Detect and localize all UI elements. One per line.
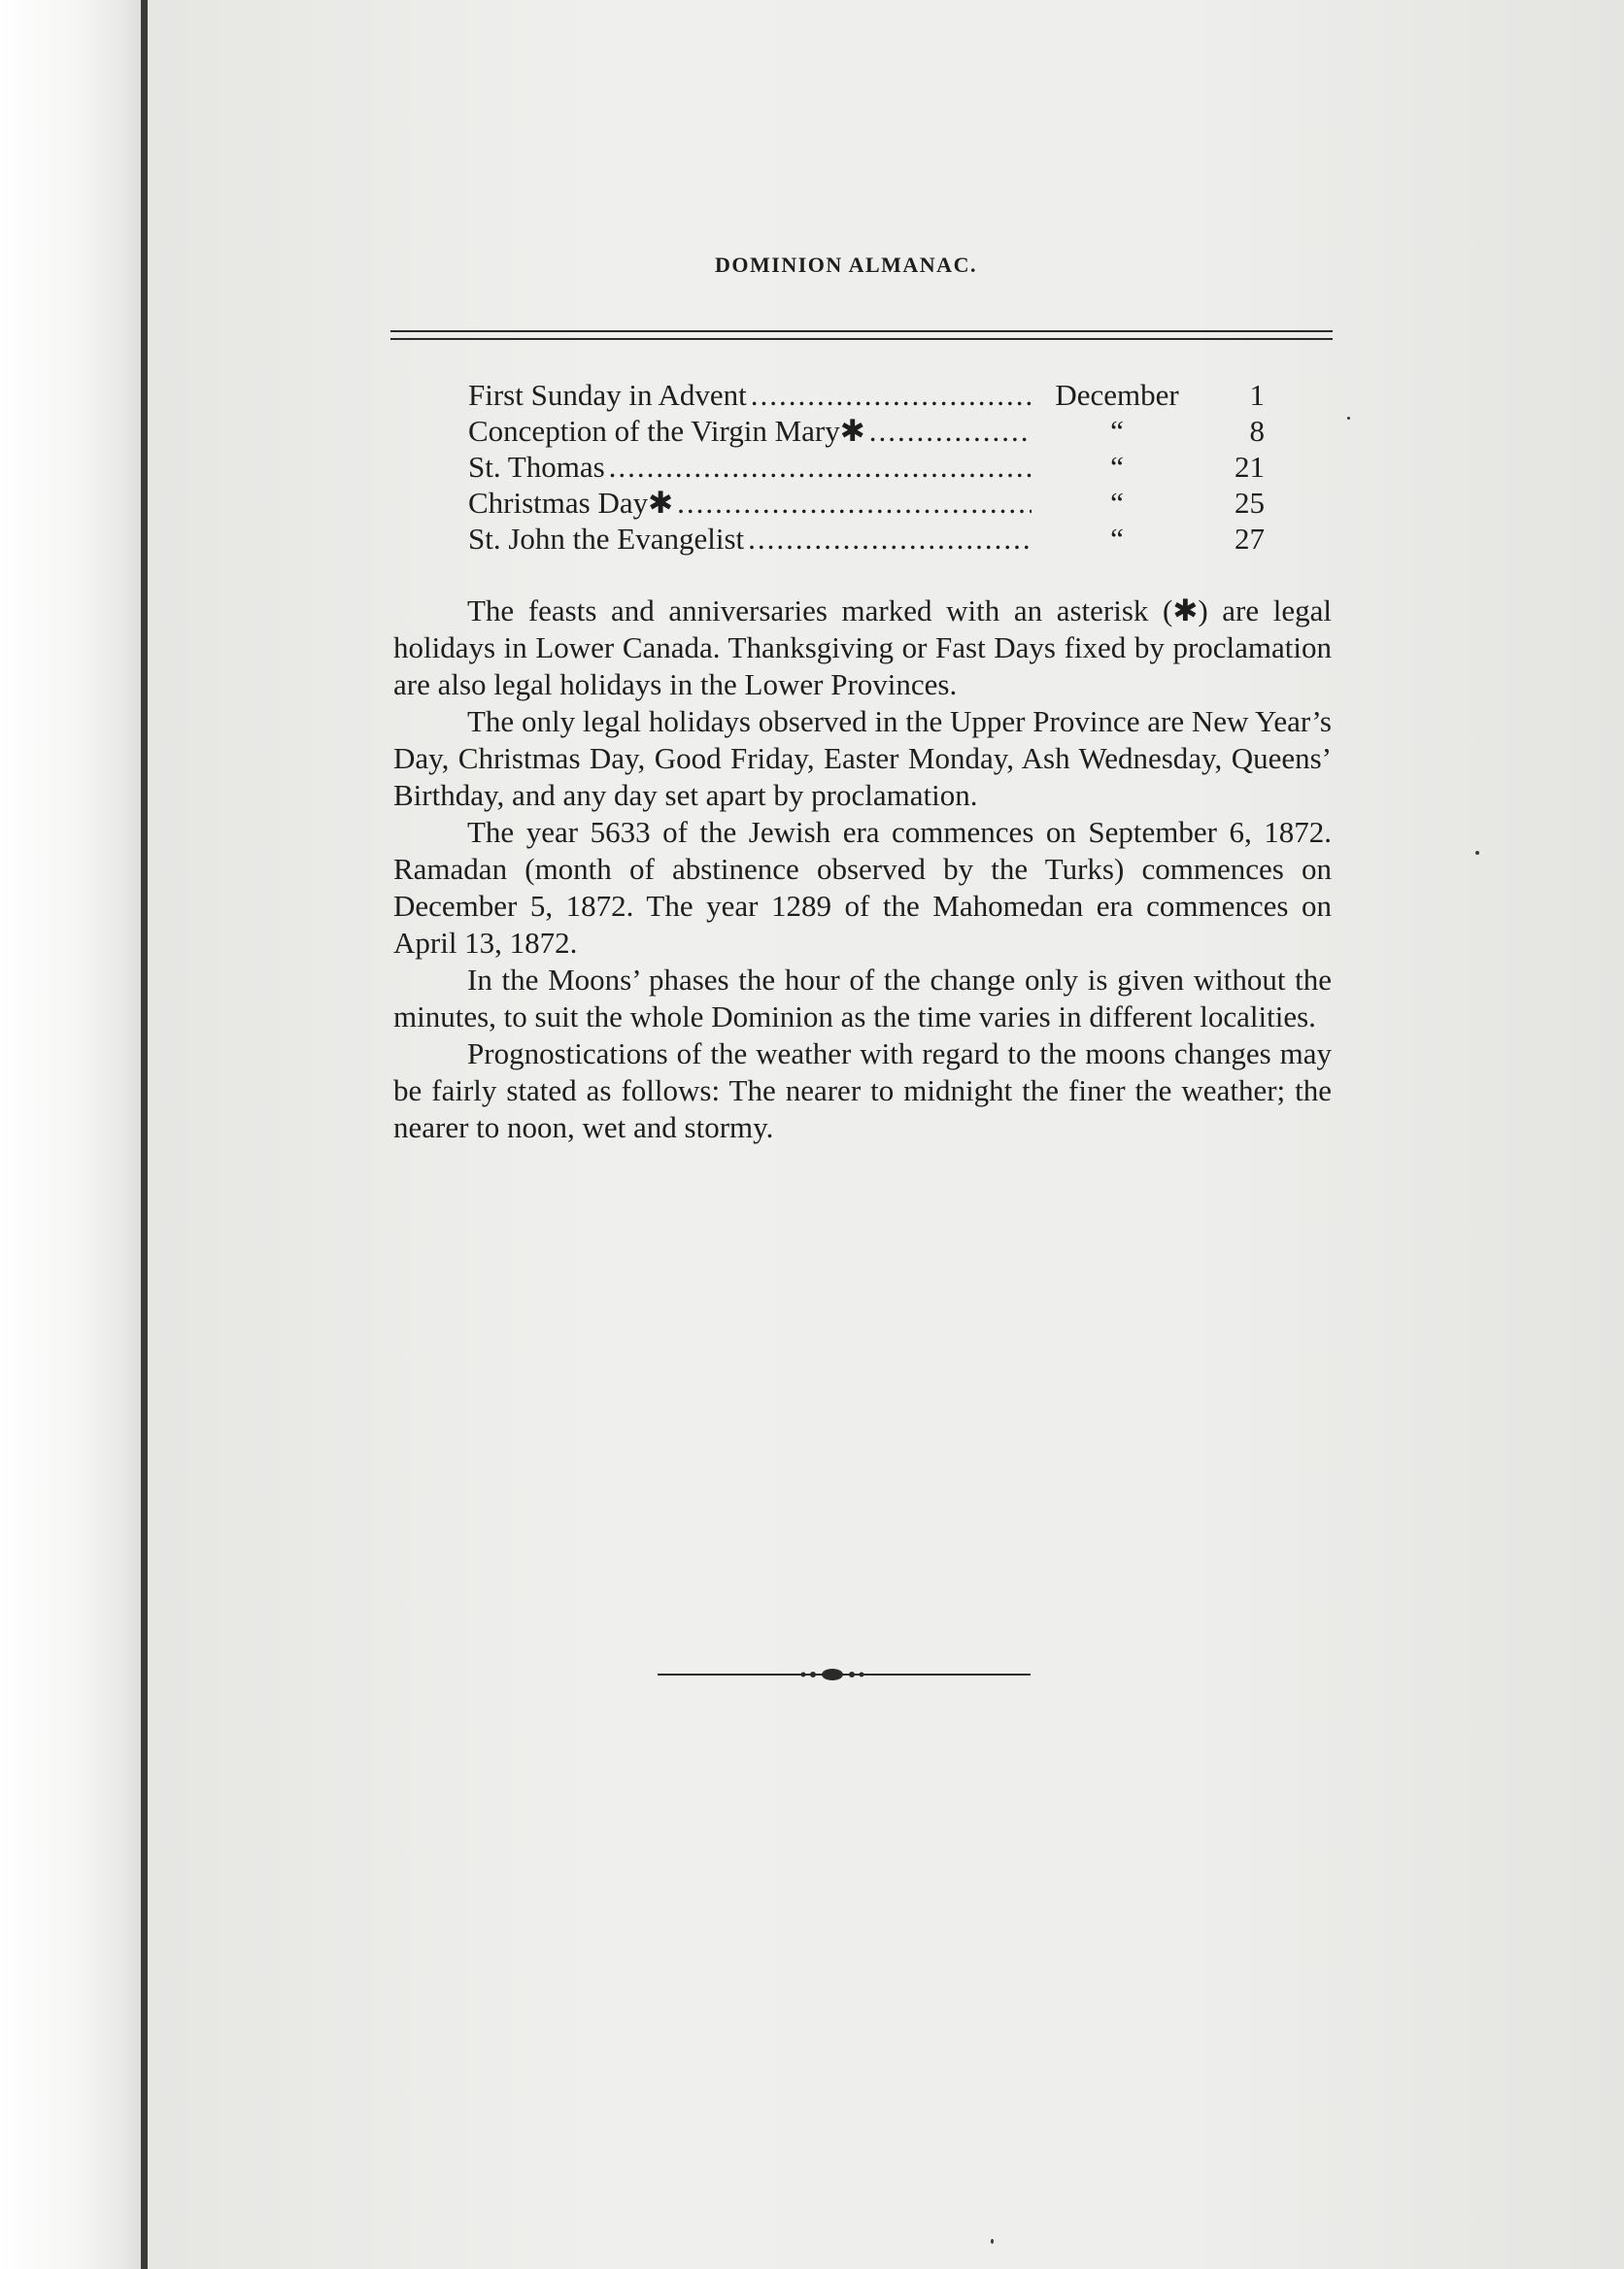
feast-date-row — [468, 449, 1265, 485]
paragraph-prognostications: Prognostications of the weather with regard to the moons changes may be fairly stated as follows: The nearer to midnight the finer the weather; the nearer to noon, wet and stormy. — [393, 1036, 1332, 1144]
ink-speck — [991, 2239, 994, 2244]
feast-month: “ — [1110, 450, 1124, 484]
dot-leader — [673, 485, 1032, 521]
header-double-rule — [390, 330, 1333, 340]
feast-day: 27 — [1235, 522, 1265, 556]
dot-leader — [865, 413, 1032, 449]
feast-month: “ — [1110, 486, 1124, 520]
feast-name: St. John the Evangelist — [468, 522, 745, 556]
feast-date-row — [468, 485, 1265, 521]
dot-leader — [605, 449, 1032, 485]
running-title: DOMINION ALMANAC. — [715, 253, 977, 277]
dot-leader — [747, 377, 1032, 413]
feast-name: First Sunday in Advent — [468, 378, 747, 412]
feast-name: Christmas Day✱ — [468, 486, 674, 520]
feast-day: 25 — [1235, 486, 1265, 520]
ink-speck — [1347, 417, 1350, 420]
feast-name: Conception of the Virgin Mary✱ — [468, 414, 865, 448]
paragraph-legal-holidays-lower: The feasts and anniversaries marked with an asterisk (✱) are legal holidays in Lower Canada. Thanksgiving or Fast Days fixed by proclamation are also legal holidays in the Lower Provinces. — [393, 593, 1332, 701]
feast-day: 21 — [1235, 450, 1265, 484]
paragraph-legal-holidays-upper: The only legal holidays observed in the Upper Province are New Year’s Day, Christmas Day, Good Friday, Easter Monday, Ash Wednesday, Queens’ Birthday, and any day set apart by proclamation. — [393, 704, 1332, 812]
feast-day: 1 — [1249, 378, 1265, 412]
binding-gutter — [141, 0, 148, 2269]
facing-page-edge — [0, 0, 146, 2269]
feast-month: “ — [1110, 414, 1124, 448]
feast-dates-list — [468, 377, 1265, 557]
ink-speck — [1475, 851, 1479, 855]
tailpiece-ornament-icon — [658, 1668, 1031, 1681]
paragraph-moon-phases: In the Moons’ phases the hour of the change only is given without the minutes, to suit the whole Dominion as the time varies in different localities. — [393, 963, 1332, 1033]
dot-leader — [744, 521, 1032, 557]
feast-date-row — [468, 377, 1265, 413]
feast-month: “ — [1110, 522, 1124, 556]
paragraph-eras: The year 5633 of the Jewish era commences on September 6, 1872. Ramadan (month of abstinence observed by the Turks) commences on December 5, 1872. The year 1289 of the Mahomedan era commences on April 13, 1872. — [393, 815, 1332, 960]
feast-date-row — [468, 413, 1265, 449]
feast-month: December — [1055, 378, 1179, 412]
feast-day: 8 — [1249, 414, 1265, 448]
notes-body — [393, 593, 1332, 1146]
feast-name: St. Thomas — [468, 450, 605, 484]
feast-date-row — [468, 521, 1265, 557]
